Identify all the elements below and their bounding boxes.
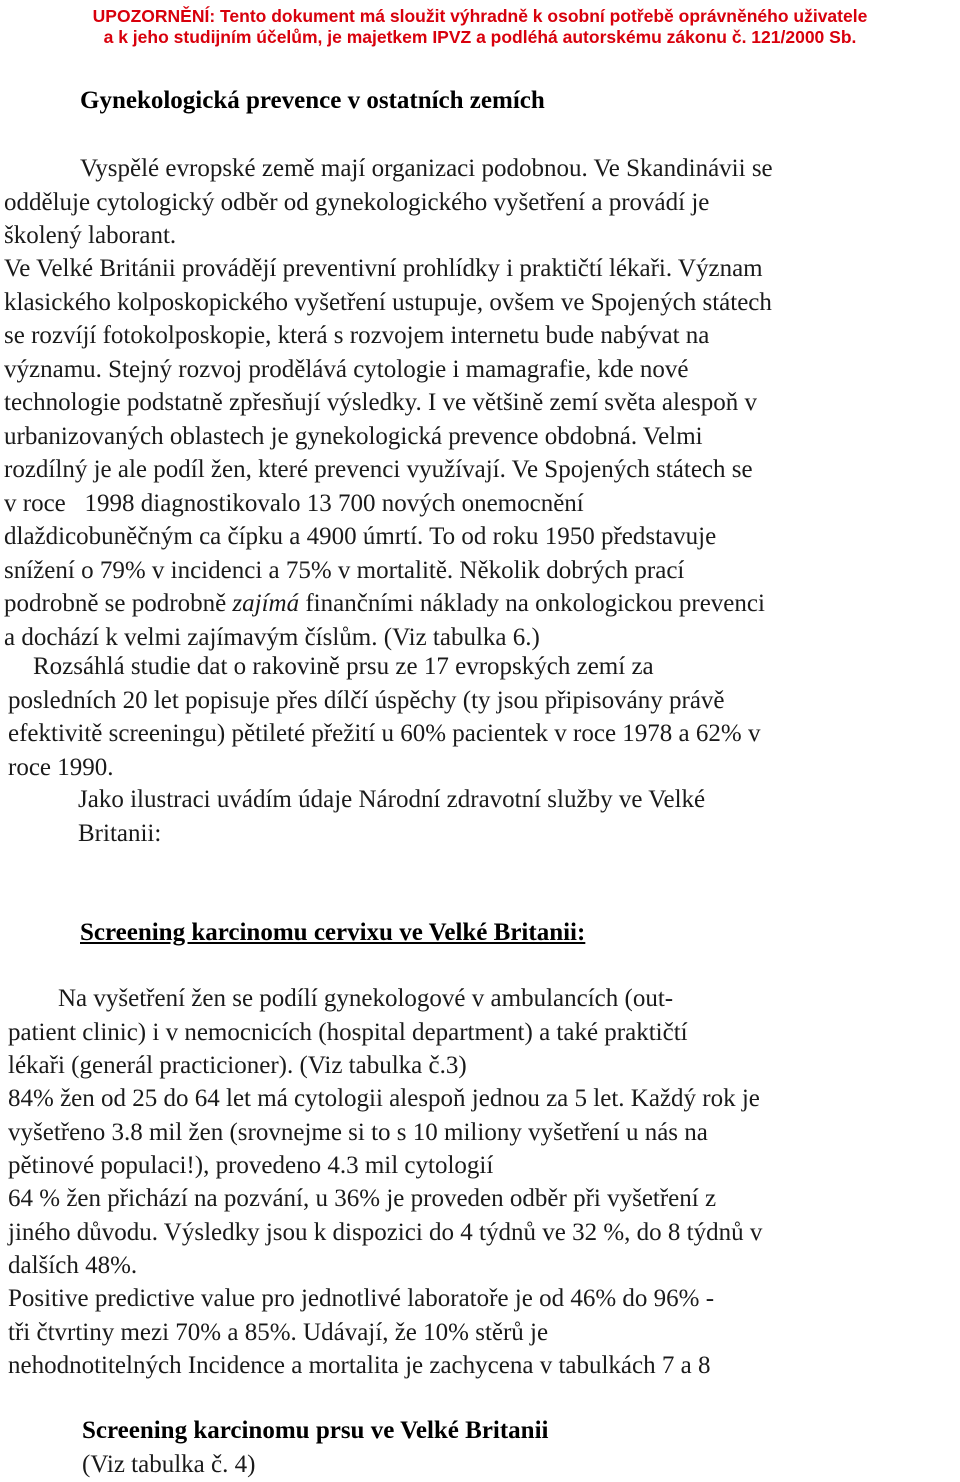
text-line: školený laborant. [4, 222, 177, 249]
paragraph-ppv [8, 1282, 958, 1383]
text-line: Britanii: [78, 819, 162, 847]
text-line: nehodnotitelných Incidence a mortalita je zachycena v tabulkách 7 a 8 [8, 1352, 711, 1379]
text-line: dalších 48%. [8, 1252, 138, 1279]
text-line: technologie podstatně zpřesňují výsledky. I ve většině zemí světa alespoň v [4, 389, 758, 416]
paragraph-nhs-intro [78, 783, 948, 850]
text-line: lékaři (generál practicioner). (Viz tabulka č.3) [8, 1052, 467, 1079]
text-line: Na vyšetření žen se podílí gynekologové v ambulancích (out- [8, 985, 674, 1012]
copyright-warning [0, 6, 960, 48]
text-line: pětinové populaci!), provedeno 4.3 mil cytologií [8, 1152, 494, 1179]
text-line: klasického kolposkopického vyšetření ustupuje, ovšem ve Spojených státech [4, 288, 772, 316]
text-fragment: finančními náklady na onkologickou prevenci [299, 590, 765, 617]
text-line: vyšetřeno 3.8 mil žen (srovnejme si to s 10 miliony vyšetření u nás na [8, 1118, 708, 1146]
text-line: urbanizovaných oblastech je gynekologická prevence obdobná. Velmi [4, 422, 703, 450]
text-line: Ve Velké Británii provádějí preventivní prohlídky i praktičtí lékaři. Význam [4, 255, 763, 282]
text-line: roce 1990. [8, 753, 114, 781]
paragraph-invitations [8, 1182, 958, 1283]
paragraph-coverage [8, 1082, 958, 1183]
text-line: efektivitě screeningu) pětileté přežití u 60% pacientek v roce 1978 a 62% v [8, 720, 761, 747]
text-line: patient clinic) i v nemocnicích (hospital department) a také praktičtí [8, 1018, 688, 1046]
text-line: 64 % žen přichází na pozvání, u 36% je proveden odběr při vyšetření z [8, 1185, 717, 1212]
text-line: rozdílný je ale podíl žen, které prevenci využívají. Ve Spojených státech se [4, 456, 753, 483]
text-line: tři čtvrtiny mezi 70% a 85%. Udávají, že 10% stěrů je [8, 1318, 549, 1346]
text-line: dlaždicobuněčným ca čípku a 4900 úmrtí. To od roku 1950 představuje [4, 523, 717, 550]
text-line [4, 587, 954, 621]
text-line: Rozsáhlá studie dat o rakovině prsu ze 17 evropských zemí za [8, 653, 654, 680]
warning-line-2: a k jeho studijním účelům, je majetkem IPVZ a podléhá autorskému zákonu č. 121/2000 Sb. [103, 27, 857, 47]
text-line: 84% žen od 25 do 64 let má cytologii alespoň jednou za 5 let. Každý rok je [8, 1085, 760, 1112]
text-line: se rozvíjí fotokolposkopie, která s rozvojem internetu bude nabývat na [4, 322, 710, 349]
text-line: (Viz tabulka č. 4) [82, 1451, 256, 1478]
text-line: v roce 1998 diagnostikovalo 13 700 nových onemocnění [4, 489, 584, 517]
text-line: jiného důvodu. Výsledky jsou k dispozici do 4 týdnů ve 32 %, do 8 týdnů v [8, 1218, 763, 1246]
warning-line-1: UPOZORNĚNÍ: Tento dokument má sloužit výhradně k osobní potřebě oprávněného uživatele [92, 6, 868, 26]
text-line: snížení o 79% v incidenci a 75% v mortalitě. Několik dobrých prací [4, 556, 685, 584]
text-line: Jako ilustraci uvádím údaje Národní zdravotní služby ve Velké [78, 786, 706, 813]
paragraph-breast-study [8, 650, 958, 784]
paragraph-examiners [8, 982, 958, 1083]
text-line: posledních 20 let popisuje přes dílčí úspěchy (ty jsou připisovány právě [8, 686, 725, 714]
section-heading-cervix-screening: Screening karcinomu cervixu ve Velké Britanii: [80, 919, 586, 946]
paragraph-scandinavia [4, 152, 954, 253]
text-line: a dochází k velmi zajímavým číslům. (Viz tabulka 6.) [4, 623, 540, 651]
text-line: odděluje cytologický odběr od gynekologického vyšetření a provádí je [4, 188, 710, 216]
text-line: Vyspělé evropské země mají organizaci podobnou. Ve Skandinávii se [80, 155, 773, 182]
table-reference [82, 1448, 952, 1481]
section-heading-prevention: Gynekologická prevence v ostatních zemích [80, 87, 545, 114]
text-line: významu. Stejný rozvoj prodělává cytologie i mamagrafie, kde nové [4, 355, 689, 383]
italic-word: zajímá [232, 590, 300, 617]
section-heading-breast-screening: Screening karcinomu prsu ve Velké Britanii [82, 1417, 549, 1444]
text-line: Positive predictive value pro jednotlivé laboratoře je od 46% do 96% - [8, 1285, 715, 1312]
paragraph-uk-usa [4, 252, 954, 654]
text-fragment: podrobně se podrobně [4, 590, 233, 617]
